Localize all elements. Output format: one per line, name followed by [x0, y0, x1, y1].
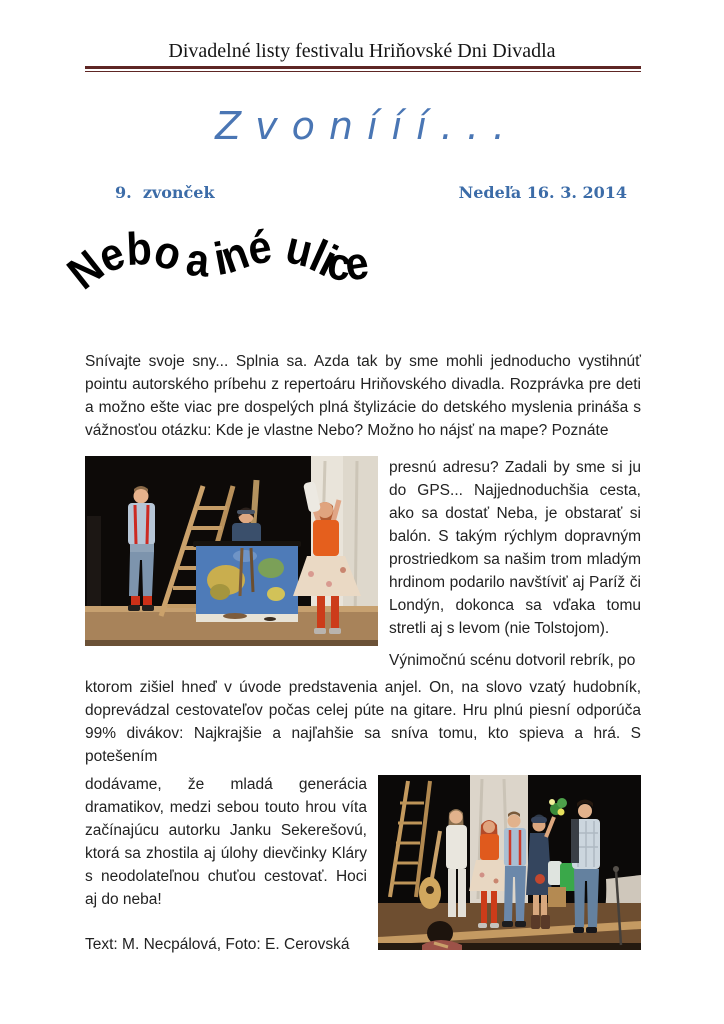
photo-map-scene: [85, 456, 378, 646]
credit-line: Text: M. Necpálová, Foto: E. Cerovská: [85, 936, 350, 953]
text-column-left: [85, 773, 367, 956]
masthead-title: Divadelné listy festivalu Hriňovské Dni Divadla: [168, 40, 556, 62]
rule-thin-line: [85, 71, 641, 72]
issue-number: 9. zvonček: [115, 183, 215, 202]
rule-thick-line: [85, 66, 641, 69]
photo-text-row-1: [85, 456, 641, 672]
issue-row: [115, 183, 627, 202]
paragraph-2-full-width: ktorom zišiel hneď v úvode predstavenia anjel. On, na slovo vzatý hudobník, doprevádzal cestovateľov počas celej púte na gitare. Hru plnú piesní odporúča 99% divákov: Najkrajšie a najľahšie sa sníva tomu, kto spieva a hrá. S potešením: [85, 679, 641, 765]
headline-text: Nebo a iné ulice: [57, 219, 374, 300]
headline-wordart: [57, 219, 392, 320]
svg-text:Nebo a iné ulice: [57, 219, 374, 300]
paragraph-2-continued: dodávame, že mladá generácia dramatikov, medzi sebou touto hrou víta začínajúcu autorku Janku Sekerešovú, ktorá sa zhostila aj úlohy dievčinky Kláry s neodolateľnou chuťou cestovať. Hoci aj do neba!: [85, 776, 367, 908]
newsletter-title: Zvonííí...: [215, 104, 519, 148]
photo-finale-scene: [378, 775, 641, 950]
article-body: [85, 350, 641, 956]
paragraph-1-continued: presnú adresu? Zadali by sme si ju do GPS... Najjednoduchšia cesta, ako sa dostať Neba, je obstarať si balón. S takým rýchlym dopravným prostriedkom sa našim trom mladým hrdinom podarilo navštíviť aj Paríž či Londýn, dokonca sa vďaka tomu stretli aj s levom (nie Tolstojom).: [389, 459, 641, 637]
paragraph-1-intro: Snívajte svoje sny... Splnia sa. Azda tak by sme mohli jednoducho vystihnúť pointu autorského príbehu z repertoáru Hriňovského divadla. Rozprávka pre deti a možno ešte viac pre dospelých plná štylizácie do detského myslenia prináša s vážnosťou otázku: Kde je vlastne Nebo? Možno ho nájsť na mape? Poznáte: [85, 353, 641, 439]
issue-date: Nedeľa 16. 3. 2014: [458, 183, 627, 202]
paragraph-2-start: Výnimočnú scénu dotvoril rebrík, po: [389, 652, 636, 669]
masthead-rule: [85, 66, 641, 72]
photo-text-row-2: [85, 773, 641, 956]
text-column-right: [389, 456, 641, 672]
